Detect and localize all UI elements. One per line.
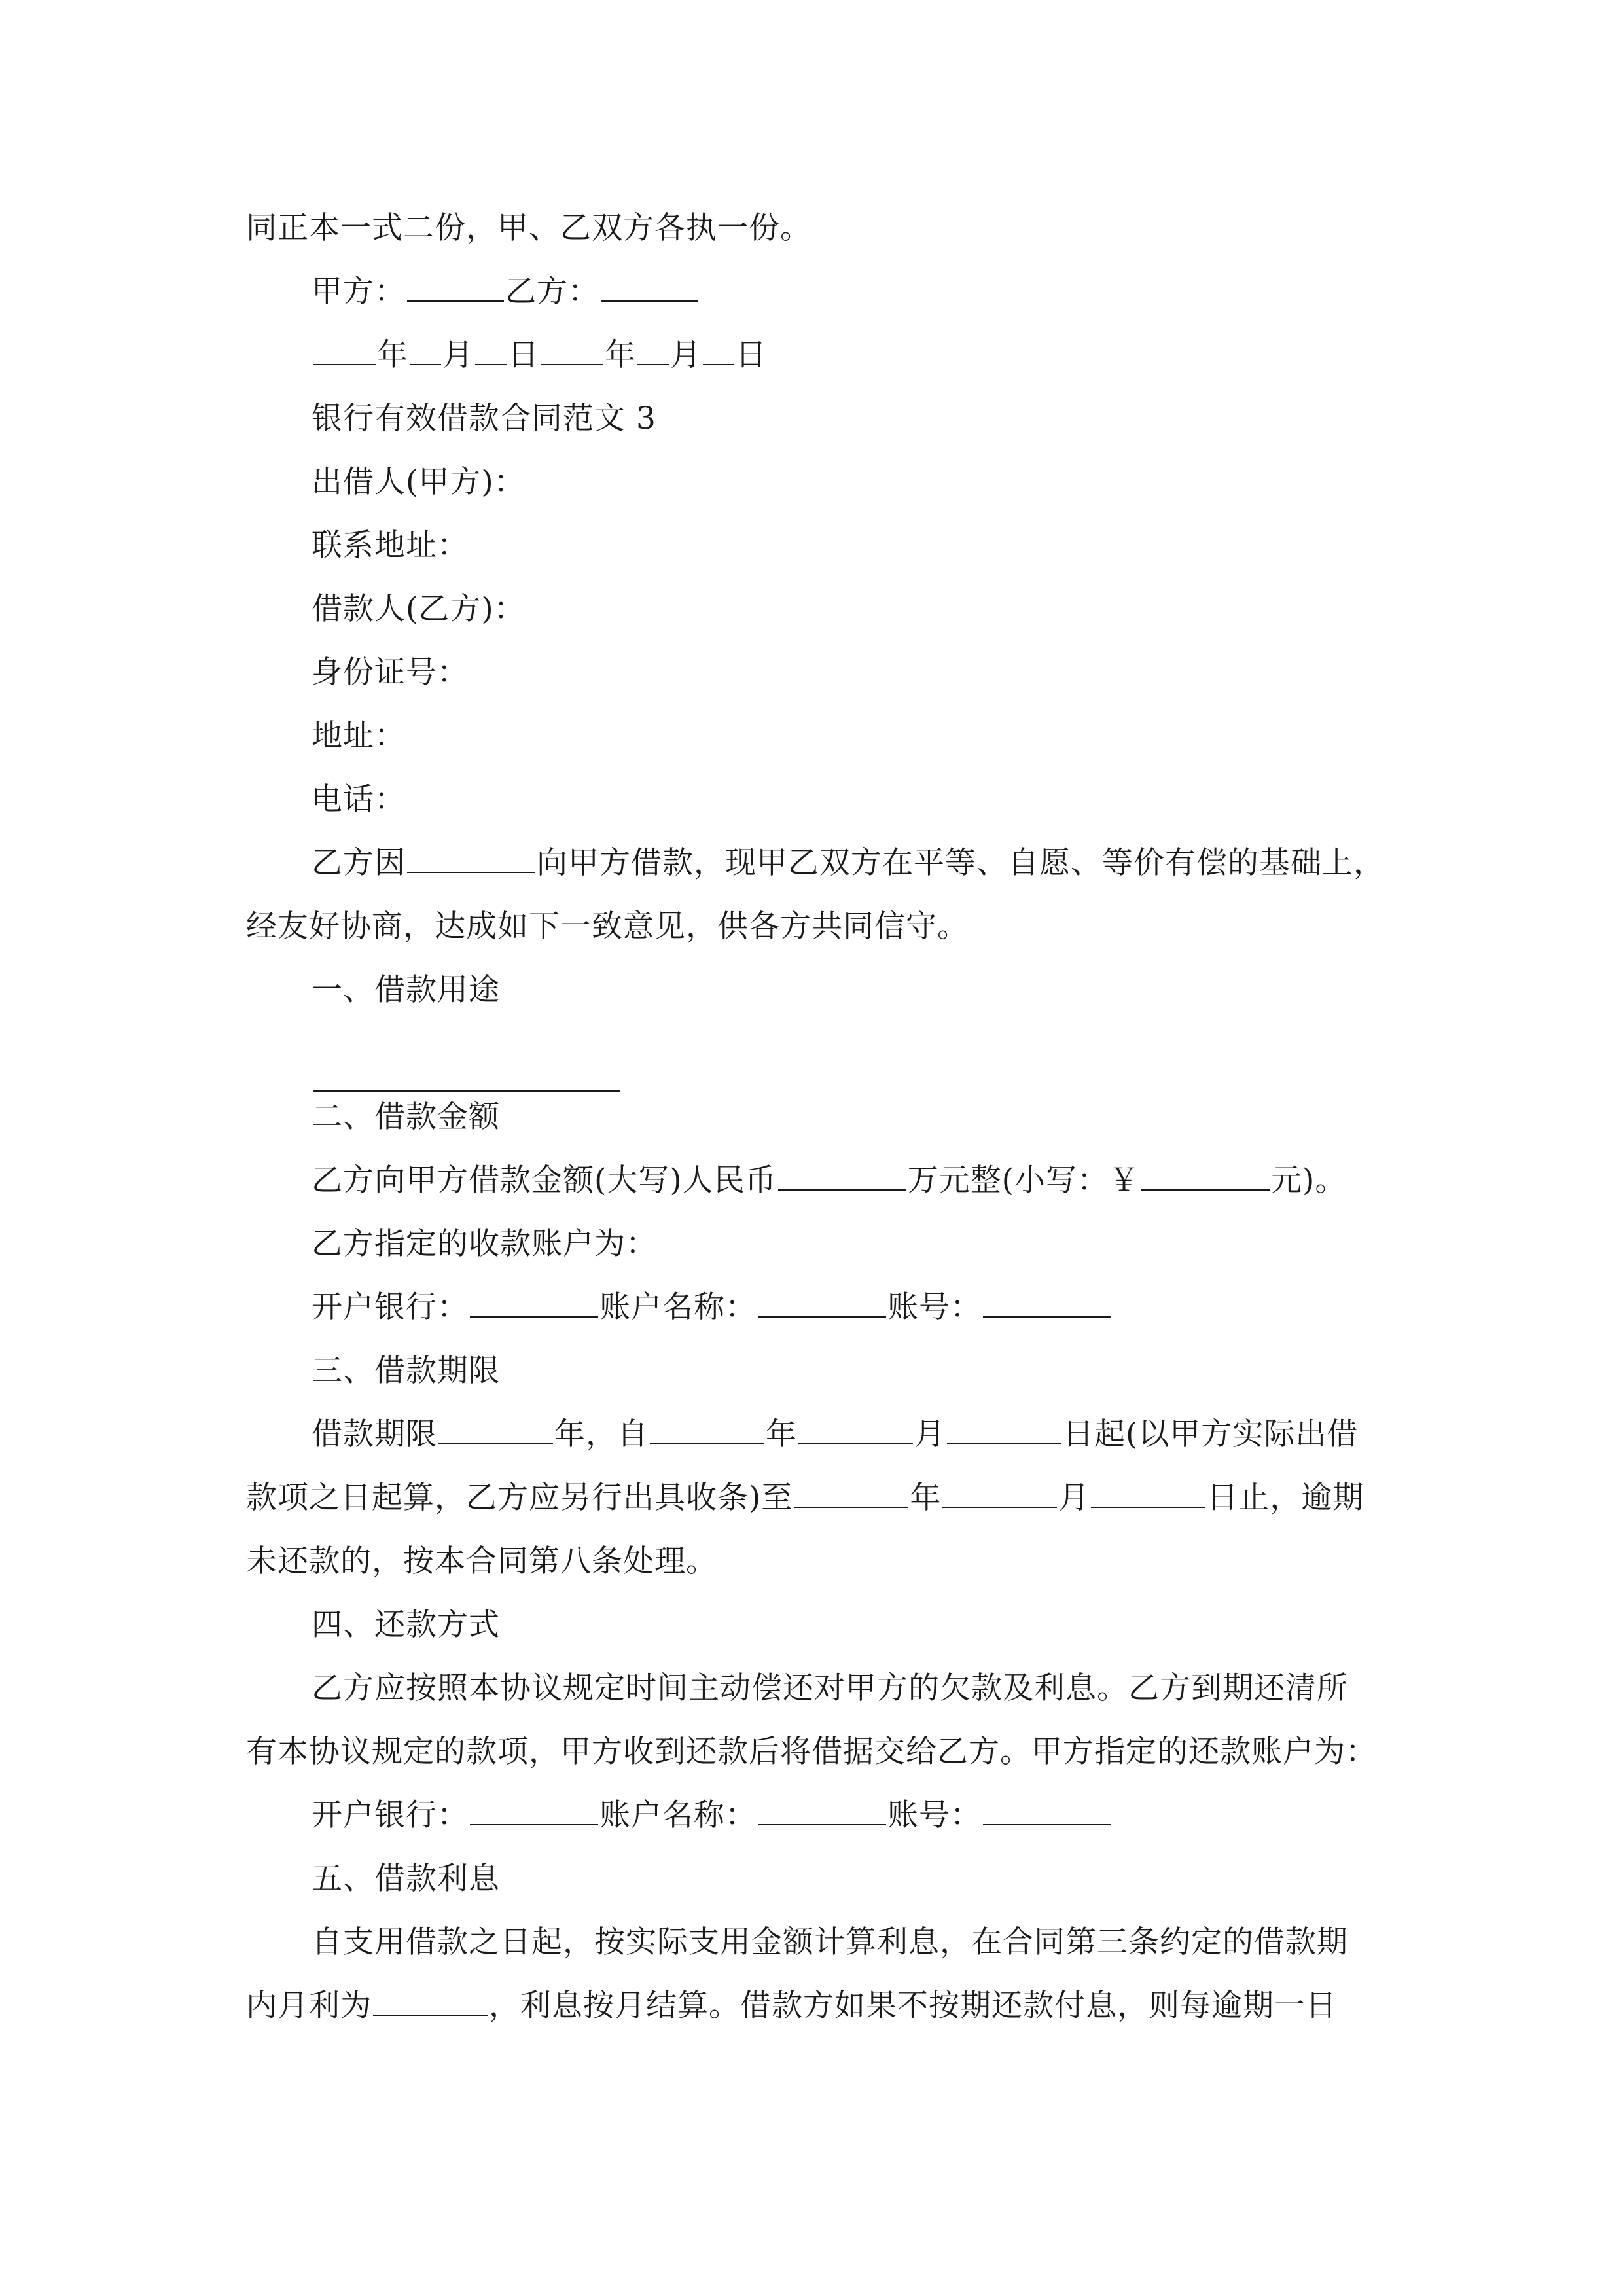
contract-title: 银行有效借款合同范文 3 <box>312 401 656 437</box>
bank-blank <box>470 1287 598 1318</box>
field-lender: 出借人(甲方)： <box>312 464 526 500</box>
signature-line: 甲方： 乙方： <box>246 260 1385 323</box>
section-heading: 二、借款金额 <box>312 1099 500 1135</box>
interest-rate-blank <box>373 1985 488 2016</box>
account-number-blank <box>983 1287 1111 1318</box>
day-blank <box>703 334 734 365</box>
document-body <box>246 196 1385 2037</box>
section-heading: 四、还款方式 <box>312 1607 500 1643</box>
section-heading: 三、借款期限 <box>312 1353 500 1389</box>
account-line: 开户银行： 账户名称： 账号： <box>246 1276 1385 1339</box>
account-number-blank <box>983 1795 1111 1825</box>
text-line: 乙方向甲方借款金额(大写)人民币 万元整(小写：￥ 元)。 <box>246 1149 1385 1212</box>
account-name-blank <box>758 1795 886 1825</box>
account-line: 开户银行： 账户名称： 账号： <box>246 1784 1385 1847</box>
field-contact-address: 联系地址： <box>312 528 469 564</box>
day-blank <box>1091 1477 1205 1508</box>
purpose-line <box>246 1022 1385 1085</box>
text-line: 乙方指定的收款账户为： <box>312 1226 657 1262</box>
section-heading: 一、借款用途 <box>312 972 500 1008</box>
field-borrower: 借款人(乙方)： <box>312 591 526 627</box>
text-line: 借款期限 年，自 年 月 日起(以甲方实际出借 <box>246 1403 1385 1466</box>
section-heading: 五、借款利息 <box>312 1861 500 1897</box>
text-line: 乙方因 向甲方借款，现甲乙双方在平等、自愿、等价有偿的基础上， <box>246 831 1385 895</box>
year-blank <box>794 1477 908 1508</box>
text-line: 内月利为 ，利息按月结算。借款方如果不按期还款付息，则每逾期一日 <box>246 1974 1385 2037</box>
year-blank <box>541 334 603 365</box>
year-blank <box>313 334 376 365</box>
text-line: 未还款的，按本合同第八条处理。 <box>246 1543 717 1579</box>
month-blank <box>637 334 669 365</box>
day-blank <box>475 334 507 365</box>
year-blank <box>650 1414 764 1444</box>
date-line: 年 月 日 年 月 日 <box>246 323 1385 387</box>
term-blank <box>438 1414 553 1444</box>
reason-blank <box>407 842 535 873</box>
text-line: 有本协议规定的款项，甲方收到还款后将借据交给乙方。甲方指定的还款账户为： <box>246 1734 1377 1770</box>
amount-words-blank <box>778 1160 906 1191</box>
text-line: 款项之日起算，乙方应另行出具收条)至 年 月 日止，逾期 <box>246 1466 1385 1530</box>
bank-blank <box>470 1795 598 1825</box>
month-blank <box>410 334 441 365</box>
text-line: 自支用借款之日起，按实际支用金额计算利息，在合同第三条约定的借款期 <box>312 1924 1348 1960</box>
amount-figure-blank <box>1141 1160 1270 1191</box>
day-blank <box>947 1414 1061 1444</box>
field-phone: 电话： <box>312 781 406 817</box>
text-line: 同正本一式二份，甲、乙双方各执一份。 <box>246 210 812 246</box>
month-blank <box>942 1477 1057 1508</box>
month-blank <box>798 1414 913 1444</box>
field-address: 地址： <box>312 718 406 754</box>
purpose-blank <box>313 1061 620 1092</box>
text-line: 乙方应按照本协议规定时间主动偿还对甲方的欠款及利息。乙方到期还清所 <box>312 1670 1348 1706</box>
party-b-blank <box>601 271 698 302</box>
account-name-blank <box>758 1287 886 1318</box>
party-a-blank <box>407 271 504 302</box>
text-line: 经友好协商，达成如下一致意见，供各方共同信守。 <box>246 908 969 944</box>
field-id-number: 身份证号： <box>312 655 469 691</box>
